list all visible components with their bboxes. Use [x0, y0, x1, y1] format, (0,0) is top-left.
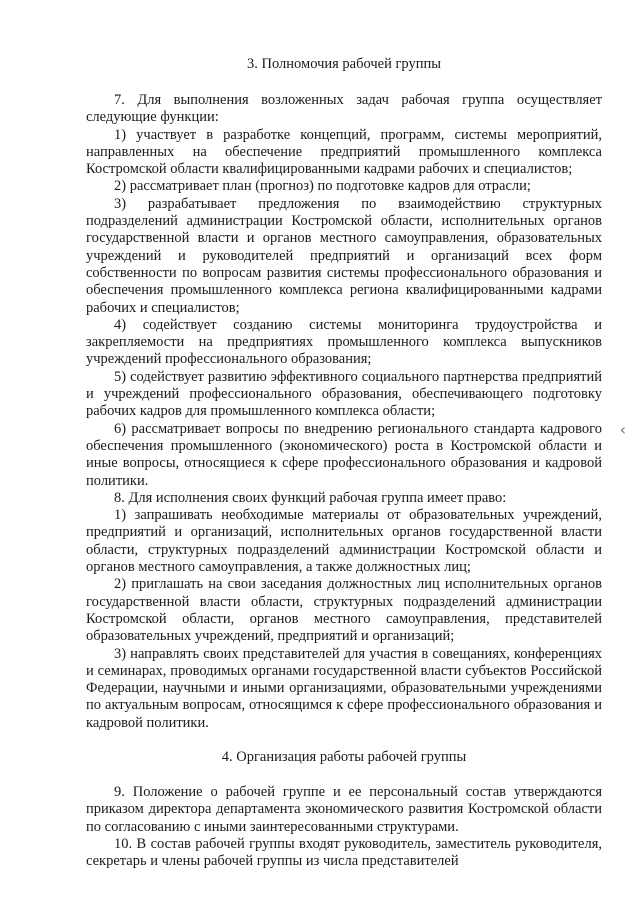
paragraph-7-item-1: 1) участвует в разработке концепций, программ, системы мероприятий, направленных на обеспечение предприятий промышленного комплекса Костромской области квалифицированными кадрами рабочих и специалистов; [86, 126, 602, 178]
section-3-title: 3. Полномочия рабочей группы [247, 56, 441, 72]
paragraph-8: 8. Для исполнения своих функций рабочая группа имеет право: [114, 489, 507, 506]
margin-mark: ‹ [619, 420, 626, 439]
paragraph-7: 7. Для выполнения возложенных задач рабочая группа осуществляет следующие функции: [86, 92, 602, 126]
section-4-title: 4. Организация работы рабочей группы [221, 748, 467, 765]
paragraph-9: 9. Положение о рабочей группе и ее персональный состав утверждаются приказом директора департамента экономического развития Костромской области по согласованию с иными заинтересованными структурами. [86, 783, 602, 835]
paragraph-7-item-4: 4) содействует созданию системы мониторинга трудоустройства и закрепляемости на предприятиях промышленного комплекса выпускников учреждений профессионального образования; [86, 316, 602, 368]
paragraph-7-item-3: 3) разрабатывает предложения по взаимодействию структурных подразделений администрации Костромской области, исполнительных органов государственной власти и органов местного самоуправления, образовательных учреждений и руководителей предприятий и организаций всех форм собственности по вопросам развития системы профессионального образования и обеспечения промышленного комплекса региона квалифицированными кадрами рабочих и специалистов; [86, 195, 602, 316]
paragraph-10: 10. В состав рабочей группы входят руководитель, заместитель руководителя, секретарь и члены рабочей группы из числа представителей [86, 835, 602, 870]
paragraph-8-item-1: 1) запрашивать необходимые материалы от образовательных учреждений, предприятий и организаций, исполнительных органов государственной власти области, структурных подразделений администрации Костромской области и органов местного самоуправления, а также должностных лиц; [86, 507, 602, 576]
paragraph-7-item-6: 6) рассматривает вопросы по внедрению регионального стандарта кадрового обеспечения промышленного (экономического) роста в Костромской области и иные вопросы, относящиеся к сфере профессионального образования и кадровой политики. [86, 420, 602, 489]
paragraph-7-item-2: 2) рассматривает план (прогноз) по подготовке кадров для отрасли; [114, 178, 531, 195]
paragraph-7-item-5: 5) содействует развитию эффективного социального партнерства предприятий и учреждений профессионального образования, обеспечивающего подготовку рабочих кадров для промышленного комплекса области; [86, 368, 602, 420]
paragraph-8-item-3: 3) направлять своих представителей для участия в совещаниях, конференциях и семинарах, проводимых органами государственной власти субъектов Российской Федерации, научными и иными организациями, образовательными учреждениями по актуальным вопросам, относящимся к сфере профессионального образования и кадровой политики. [86, 645, 602, 731]
paragraph-8-item-2: 2) приглашать на свои заседания должностных лиц исполнительных органов государственной власти области, структурных подразделений администрации Костромской области, органов местного самоуправления, представителей образовательных учреждений, предприятий и организаций; [86, 576, 602, 645]
